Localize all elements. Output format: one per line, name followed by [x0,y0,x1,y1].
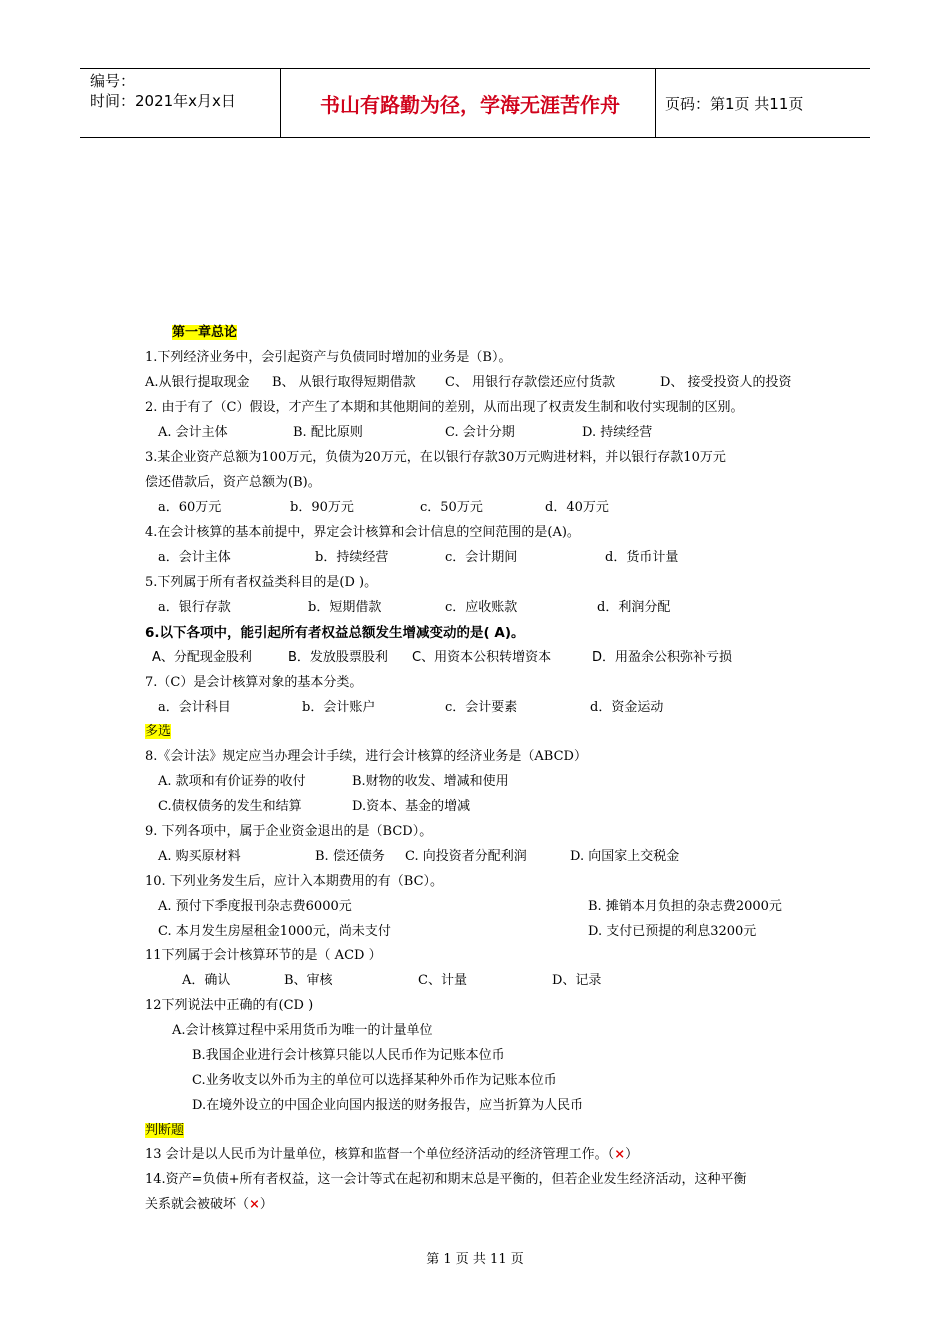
q8-option: C.债权债务的发生和结算 [158,799,302,814]
q4-option: c．会计期间 [445,550,518,565]
q8-option: A. 款项和有价证券的收付 [158,774,306,789]
page-header [80,68,870,138]
q8-option: B.财物的收发、增减和使用 [352,774,509,789]
q6-option: C、用资本公积转增资本 [412,650,552,665]
question-1: 1.下列经济业务中，会引起资产与负债同时增加的业务是（B）。 [145,350,512,365]
page-footer: 第 1 页 共 11 页 [426,1252,524,1267]
header-left-cell [90,71,236,111]
q7-option: c．会计要素 [445,700,518,715]
question-13: 13 会计是以人民币为计量单位，核算和监督一个单位经济活动的经济管理工作。（×） [145,1147,639,1162]
q5-option: b．短期借款 [308,600,382,615]
header-divider [280,69,281,137]
q3-option: a．60万元 [158,500,222,515]
question-14-cont: 关系就会被破坏（×） [145,1197,273,1212]
q9-option: D. 向国家上交税金 [570,849,680,864]
header-page-info: 页码：第1页 共11页 [665,95,804,113]
q4-option: d．货币计量 [605,550,679,565]
question-10: 10. 下列业务发生后，应计入本期费用的有（BC）。 [145,874,444,889]
chapter-title: 第一章总论 [172,325,238,340]
q2-option: A. 会计主体 [158,425,228,440]
question-14: 14.资产=负债+所有者权益，这一会计等式在起初和期末总是平衡的，但若企业发生经济活动，这种平衡 [145,1172,747,1187]
q5-option: d．利润分配 [597,600,671,615]
q12-option: B.我国企业进行会计核算只能以人民币作为记账本位币 [192,1048,505,1063]
q9-option: B. 偿还债务 [315,849,385,864]
header-divider [655,69,656,137]
q4-option: b．持续经营 [315,550,389,565]
q12-option: C.业务收支以外币为主的单位可以选择某种外币作为记账本位币 [192,1073,557,1088]
question-11: 11下列属于会计核算环节的是（ ACD ） [145,948,382,963]
q10-option: B. 摊销本月负担的杂志费2000元 [588,899,782,914]
q1-option: B、 从银行取得短期借款 [272,375,416,390]
q3-option: c．50万元 [420,500,483,515]
q6-option: D．用盈余公积弥补亏损 [592,650,733,665]
q1-option: C、 用银行存款偿还应付货款 [445,375,616,390]
q7-option: d．资金运动 [590,700,664,715]
q4-option: a．会计主体 [158,550,231,565]
q2-option: D. 持续经营 [582,425,653,440]
wrong-mark-icon: × [614,1147,626,1162]
q1-option: A.从银行提取现金 [145,375,250,390]
time-label: 时间：2021年x月x日 [90,92,236,110]
q5-option: a．银行存款 [158,600,231,615]
q11-option: C、计量 [418,973,467,988]
section-judge: 判断题 [145,1123,185,1138]
q3-option: d．40万元 [545,500,609,515]
q11-option: A．确认 [182,973,231,988]
question-3-cont: 偿还借款后，资产总额为(B)。 [145,475,321,490]
q3-option: b．90万元 [290,500,354,515]
q10-option: A. 预付下季度报刊杂志费6000元 [158,899,352,914]
question-5: 5.下列属于所有者权益类科目的是(D )。 [145,575,378,590]
q10-option: C. 本月发生房屋租金1000元，尚未支付 [158,924,391,939]
q6-option: A、分配现金股利 [152,650,252,665]
q8-option: D.资本、基金的增减 [352,799,471,814]
question-9: 9. 下列各项中，属于企业资金退出的是（BCD）。 [145,824,433,839]
question-2: 2. 由于有了（C）假设，才产生了本期和其他期间的差别，从而出现了权责发生制和收付实现制的区别。 [145,400,744,415]
section-multi: 多选 [145,724,172,739]
q10-option: D. 支付已预提的利息3200元 [588,924,757,939]
wrong-mark-icon: × [249,1197,260,1212]
q12-option: A.会计核算过程中采用货币为唯一的计量单位 [172,1023,433,1038]
q9-option: A. 购买原材料 [158,849,241,864]
q6-option: B．发放股票股利 [288,650,388,665]
question-4: 4.在会计核算的基本前提中，界定会计核算和会计信息的空间范围的是(A)。 [145,525,580,540]
q7-option: a．会计科目 [158,700,231,715]
question-7: 7.（C）是会计核算对象的基本分类。 [145,675,363,690]
q2-option: C. 会计分期 [445,425,515,440]
q5-option: c．应收账款 [445,600,518,615]
q2-option: B. 配比原则 [293,425,363,440]
number-label: 编号： [90,72,136,90]
question-12: 12下列说法中正确的有(CD ) [145,998,314,1013]
q11-option: B、审核 [284,973,333,988]
q12-option: D.在境外设立的中国企业向国内报送的财务报告，应当折算为人民币 [192,1098,584,1113]
q9-option: C. 向投资者分配利润 [405,849,527,864]
question-3: 3.某企业资产总额为100万元，负债为20万元，在以银行存款30万元购进材料，并以银行存款10万元 [145,450,726,465]
q11-option: D、记录 [552,973,602,988]
header-motto: 书山有路勤为径，学海无涯苦作舟 [320,93,620,117]
q1-option: D、 接受投资人的投资 [660,375,792,390]
question-8: 8.《会计法》规定应当办理会计手续，进行会计核算的经济业务是（ABCD） [145,749,587,764]
question-6: 6.以下各项中，能引起所有者权益总额发生增减变动的是( A)。 [145,625,525,641]
q7-option: b．会计账户 [302,700,376,715]
